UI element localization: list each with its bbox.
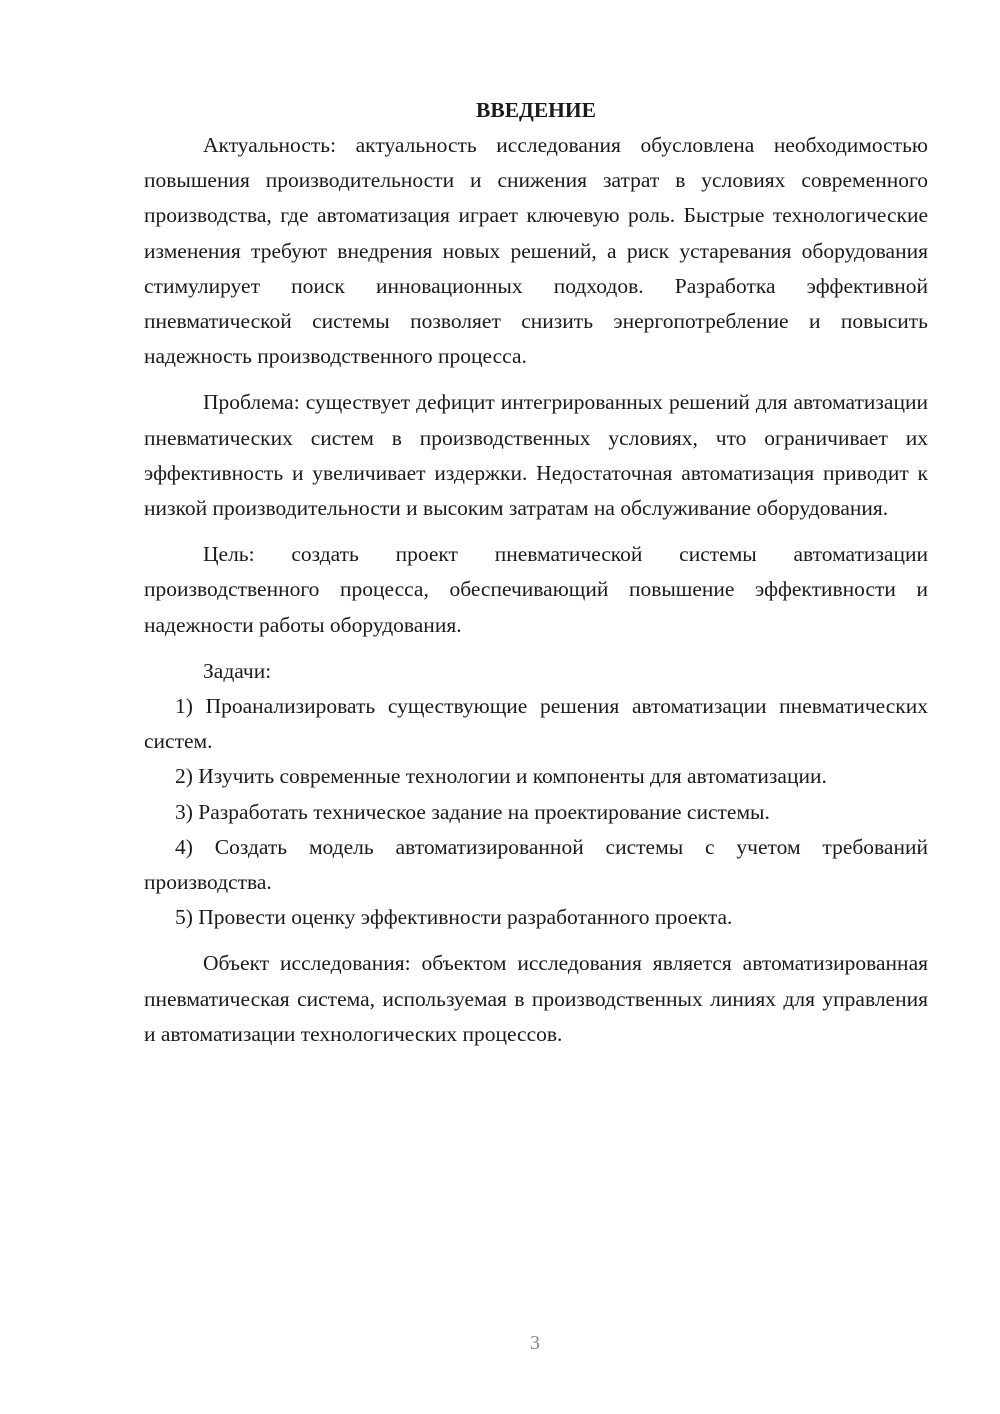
page-number: 3	[530, 1332, 540, 1354]
task-item-1: 1) Проанализировать существующие решения автоматизации пневматических систем.	[144, 694, 928, 754]
task-item-4: 4) Создать модель автоматизированной системы с учетом требований производства.	[144, 834, 928, 895]
task-item-5: 5) Провести оценку эффективности разработанного проекта.	[175, 905, 733, 930]
document-page	[144, 93, 928, 1052]
task-item-3: 3) Разработать техническое задание на проектирование системы.	[175, 799, 770, 824]
paragraph-goal: Цель: создать проект пневматической системы автоматизации производственного процесса, обеспечивающий повышение эффективности и надежности работы оборудования.	[144, 542, 928, 637]
tasks-heading: Задачи:	[203, 658, 272, 683]
task-item-2: 2) Изучить современные технологии и компоненты для автоматизации.	[175, 764, 827, 789]
paragraph-object: Объект исследования: объектом исследования является автоматизированная пневматическая система, используемая в производственных линиях для управления и автоматизации технологических процессов.	[144, 951, 928, 1046]
page-title: ВВЕДЕНИЕ	[476, 98, 596, 122]
paragraph-problem: Проблема: существует дефицит интегрированных решений для автоматизации пневматических систем в производственных условиях, что ограничивает их эффективность и увеличивает издержки. Недостаточная автоматизация приводит к низкой производительности и высоким затратам на обслуживание оборудования.	[144, 390, 928, 521]
paragraph-relevance: Актуальность: актуальность исследования обусловлена необходимостью повышения производительности и снижения затрат в условиях современного производства, где автоматизация играет ключевую роль. Быстрые технологические изменения требуют внедрения новых решений, а риск устаревания оборудования стимулирует поиск инновационных подходов. Разработка эффективной пневматической системы позволяет снизить энергопотребление и повысить надежность производственного процесса.	[144, 133, 928, 369]
